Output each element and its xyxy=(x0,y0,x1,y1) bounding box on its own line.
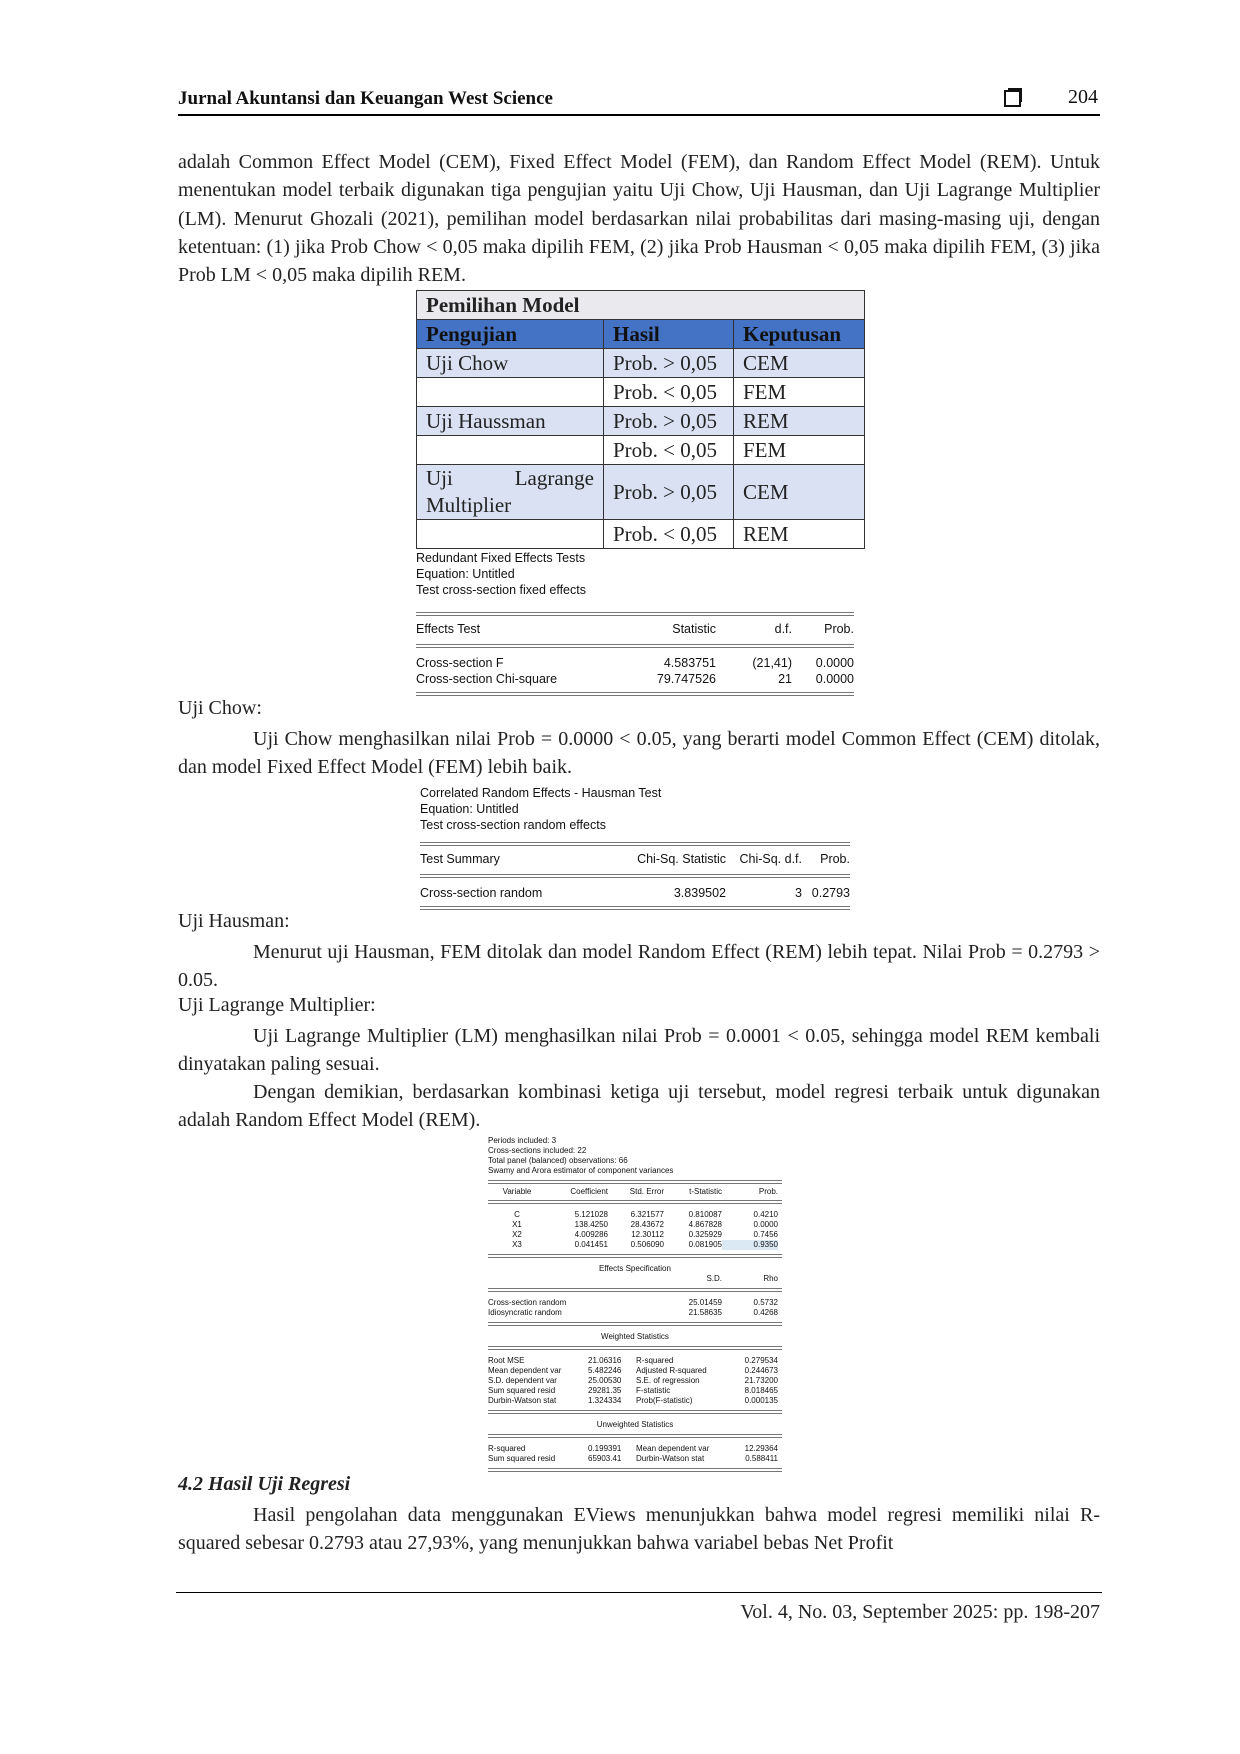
rem-output xyxy=(488,1136,782,1472)
cell-decision: CEM xyxy=(734,465,865,520)
divider xyxy=(488,1180,782,1184)
table-row xyxy=(417,436,865,465)
divider xyxy=(420,874,850,878)
regression-paragraph: Hasil pengolahan data menggunakan EViews menunjukkan bahwa model regresi memiliki nilai R-squared sebesar 0.2793 atau 27,93%, yang menunjukkan bahwa variabel bebas Net Profit xyxy=(178,1504,1100,1555)
hausman-paragraph: Menurut uji Hausman, FEM ditolak dan model Random Effect (REM) lebih tepat. Nilai Prob = 0.2793 > 0.05. xyxy=(178,941,1100,992)
table-header-row xyxy=(417,320,865,349)
hausman-label: Uji Hausman: xyxy=(178,910,290,932)
cell-result: Prob. < 0,05 xyxy=(604,436,734,465)
coefficient-rows xyxy=(488,1210,782,1250)
divider xyxy=(488,1410,782,1414)
intro-paragraph: adalah Common Effect Model (CEM), Fixed Effect Model (FEM), dan Random Effect Model (REM). Untuk menentukan model terbaik digunakan tiga pengujian yaitu Uji Chow, Uji Hausman, dan Uji Lagrange Multiplier (LM). Menurut Ghozali (2021), pemilihan model berdasarkan nilai probabilitas dari masing-masing uji, dengan ketentuan: (1) jika Prob Chow < 0,05 maka dipilih FEM, (2) jika Prob Hausman < 0,05 maka dipilih FEM, (3) jika Prob LM < 0,05 maka dipilih REM. xyxy=(178,151,1100,287)
cell-decision: REM xyxy=(734,520,865,549)
divider xyxy=(488,1434,782,1438)
cell-result: Prob. > 0,05 xyxy=(604,407,734,436)
output-row: X1 138.4250 28.43672 4.867828 0.0000 xyxy=(512,1220,778,1229)
conclusion-paragraph: Dengan demikian, berdasarkan kombinasi ketiga uji tersebut, model regresi terbaik untuk digunakan adalah Random Effect Model (REM). xyxy=(178,1081,1100,1132)
col-header-result: Hasil xyxy=(604,320,734,349)
output-line: Cross-sections included: 22 xyxy=(488,1146,587,1155)
output-line: Equation: Untitled xyxy=(420,802,519,816)
output-header-row: Variable Coefficient Std. Error t-Statistic Prob. xyxy=(502,1187,778,1196)
output-row: Cross-section random 3.839502 3 0.2793 xyxy=(420,886,850,900)
output-line: Test cross-section random effects xyxy=(420,818,606,832)
cell-decision: FEM xyxy=(734,378,865,407)
table-row xyxy=(417,465,865,520)
col-header-decision: Keputusan xyxy=(734,320,865,349)
output-row: Sum squared resid 65903.41 Durbin-Watson stat 0.588411 xyxy=(488,1454,778,1463)
table-row xyxy=(417,349,865,378)
highlighted-cell: 0.9350 xyxy=(722,1240,778,1250)
divider xyxy=(488,1322,782,1326)
divider xyxy=(420,906,850,910)
weighted-rows xyxy=(488,1356,782,1406)
table-row xyxy=(417,520,865,549)
cell-test: Uji Haussman xyxy=(417,407,604,436)
table-title: Pemilihan Model xyxy=(417,291,865,320)
cell-test: Uji Chow xyxy=(417,349,604,378)
effects-rows xyxy=(488,1298,782,1318)
col-header-test: Pengujian xyxy=(417,320,604,349)
divider xyxy=(416,692,854,696)
output-row: X3 0.041451 0.506090 0.081905 0.9350 xyxy=(512,1240,778,1249)
output-row: C 5.121028 6.321577 0.810087 0.4210 xyxy=(514,1210,778,1219)
divider xyxy=(488,1468,782,1472)
model-selection-table xyxy=(416,290,865,549)
page-footer xyxy=(176,1592,1102,1623)
cell-result: Prob. < 0,05 xyxy=(604,378,734,407)
output-row: Mean dependent var 5.482246 Adjusted R-squared 0.244673 xyxy=(488,1366,778,1375)
effects-title: Effects Specification xyxy=(599,1264,671,1273)
lm-paragraph: Uji Lagrange Multiplier (LM) menghasilkan nilai Prob = 0.0001 < 0.05, sehingga model REM kembali dinyatakan paling sesuai. xyxy=(178,1025,1100,1076)
cell-test-line1: Uji Lagrange xyxy=(426,466,594,490)
output-row: S.D. dependent var 25.00530 S.E. of regression 21.73200 xyxy=(488,1376,778,1385)
output-line: Correlated Random Effects - Hausman Test xyxy=(420,786,662,800)
weighted-title: Weighted Statistics xyxy=(601,1332,669,1341)
volume-info: Vol. 4, No. 03, September 2025: pp. 198-207 xyxy=(740,1601,1100,1623)
output-row: Sum squared resid 29281.35 F-statistic 8.018465 xyxy=(488,1386,778,1395)
table-title-row xyxy=(417,291,865,320)
divider xyxy=(488,1200,782,1204)
cell-test: Uji Lagrange Multiplier xyxy=(417,465,604,520)
output-header-row: Test Summary Chi-Sq. Statistic Chi-Sq. d.f. Prob. xyxy=(420,852,850,866)
output-row: Cross-section random 25.01459 0.5732 xyxy=(488,1298,778,1307)
cell-test xyxy=(417,436,604,465)
journal-title: Jurnal Akuntansi dan Keuangan West Science xyxy=(178,88,553,109)
lm-label: Uji Lagrange Multiplier: xyxy=(178,994,376,1016)
output-row: R-squared 0.199391 Mean dependent var 12.29364 xyxy=(488,1444,778,1453)
output-line: Periods included: 3 xyxy=(488,1136,557,1145)
output-row: Idiosyncratic random 21.58635 0.4268 xyxy=(488,1308,778,1317)
checkbox-icon xyxy=(1004,90,1021,107)
output-line: Test cross-section fixed effects xyxy=(416,583,586,597)
output-row: Cross-section F 4.583751 (21,41) 0.0000 xyxy=(416,656,854,670)
chow-label: Uji Chow: xyxy=(178,697,262,719)
divider xyxy=(488,1288,782,1292)
hausman-test-output xyxy=(420,786,850,910)
cell-decision: FEM xyxy=(734,436,865,465)
output-row: X2 4.009286 12.30112 0.325929 0.7456 xyxy=(512,1230,778,1239)
divider xyxy=(488,1346,782,1350)
divider xyxy=(420,842,850,846)
cell-result: Prob. < 0,05 xyxy=(604,520,734,549)
output-line: Swamy and Arora estimator of component variances xyxy=(488,1166,674,1175)
output-line: Redundant Fixed Effects Tests xyxy=(416,551,586,565)
cell-test xyxy=(417,378,604,407)
output-row: Cross-section Chi-square 79.747526 21 0.0000 xyxy=(416,672,854,686)
unweighted-title: Unweighted Statistics xyxy=(596,1420,674,1429)
output-row: Durbin-Watson stat 1.324334 Prob(F-statistic) 0.000135 xyxy=(488,1396,778,1405)
unweighted-rows xyxy=(488,1444,782,1464)
output-line: Total panel (balanced) observations: 66 xyxy=(488,1156,628,1165)
cell-result: Prob. > 0,05 xyxy=(604,465,734,520)
effects-header-row: S.D. Rho xyxy=(706,1274,778,1283)
page-number: 204 xyxy=(1068,86,1098,108)
output-header-row: Effects Test Statistic d.f. Prob. xyxy=(416,622,854,636)
table-row xyxy=(417,378,865,407)
output-line: Equation: Untitled xyxy=(416,567,515,581)
output-row: Root MSE 21.06316 R-squared 0.279534 xyxy=(488,1356,778,1365)
section-heading: 4.2 Hasil Uji Regresi xyxy=(178,1473,351,1495)
cell-result: Prob. > 0,05 xyxy=(604,349,734,378)
cell-decision: REM xyxy=(734,407,865,436)
cell-decision: CEM xyxy=(734,349,865,378)
cell-test xyxy=(417,520,604,549)
divider xyxy=(488,1254,782,1258)
table-row xyxy=(417,407,865,436)
chow-paragraph: Uji Chow menghasilkan nilai Prob = 0.0000 < 0.05, yang berarti model Common Effect (CEM) ditolak, dan model Fixed Effect Model (FEM) lebih baik. xyxy=(178,728,1100,779)
page-header xyxy=(178,84,1100,116)
divider xyxy=(416,612,854,616)
chow-test-output xyxy=(416,551,854,696)
divider xyxy=(416,644,854,648)
